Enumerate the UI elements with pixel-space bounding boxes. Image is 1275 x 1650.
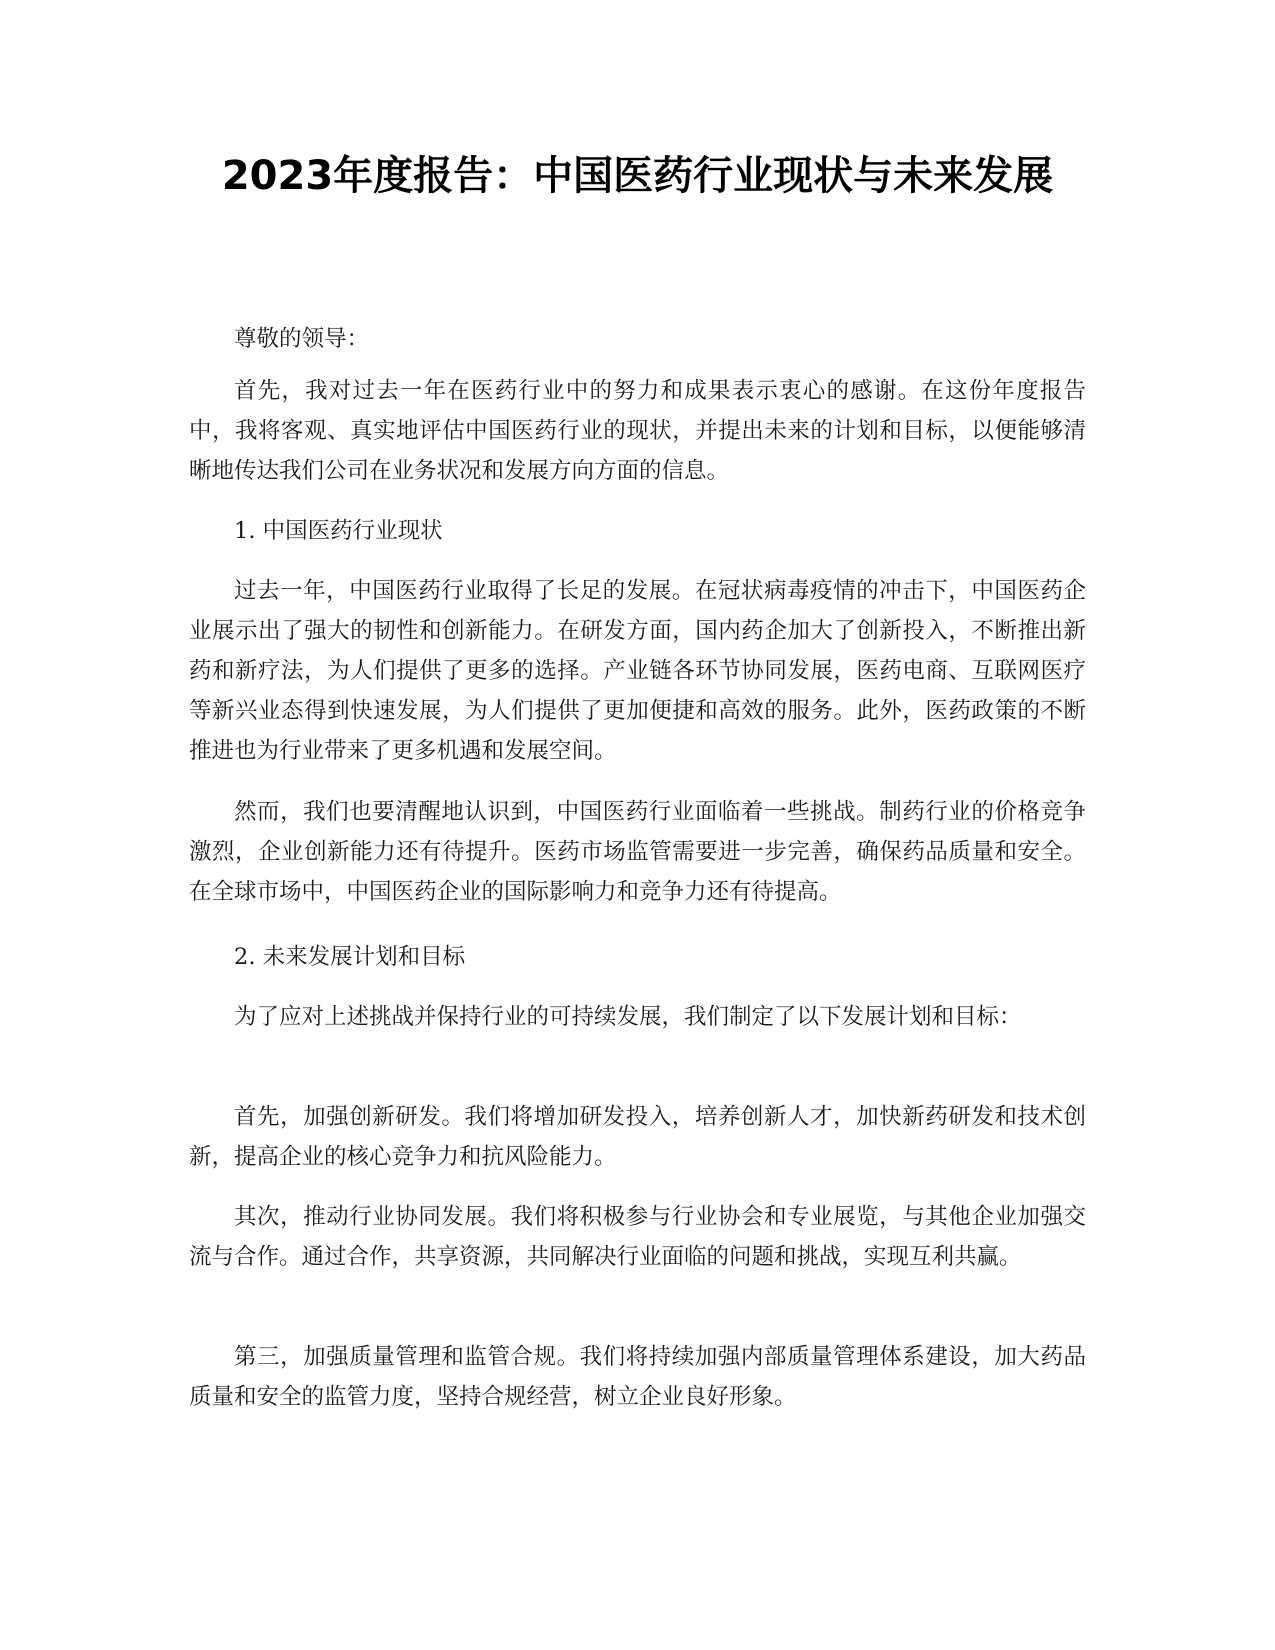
salutation: 尊敬的领导： (234, 326, 370, 352)
industry-status-paragraph: 过去一年，中国医药行业取得了长足的发展。在冠状病毒疫情的冲击下，中国医药企业展示出了强大的韧性和创新能力。在研发方面，国内药企加大了创新投入，不断推出新药和新疗法，为人们提供了更多的选择。产业链各环节协同发展，医药电商、互联网医疗等新兴业态得到快速发展，为人们提供了更加便捷和高效的服务。此外，医药政策的不断推进也为行业带来了更多机遇和发展空间。 (189, 578, 1086, 764)
intro-paragraph: 首先，我对过去一年在医药行业中的努力和成果表示衷心的感谢。在这份年度报告中，我将客观、真实地评估中国医药行业的现状，并提出未来的计划和目标，以便能够清晰地传达我们公司在业务状况和发展方向方面的信息。 (189, 378, 1086, 484)
plan-intro-paragraph: 为了应对上述挑战并保持行业的可持续发展，我们制定了以下发展计划和目标： (234, 1004, 1022, 1030)
industry-challenges-paragraph: 然而，我们也要清醒地认识到，中国医药行业面临着一些挑战。制药行业的价格竞争激烈，企业创新能力还有待提升。医药市场监管需要进一步完善，确保药品质量和安全。在全球市场中，中国医药企业的国际影响力和竞争力还有待提高。 (189, 799, 1086, 905)
plan-quality-paragraph: 第三，加强质量管理和监管合规。我们将持续加强内部质量管理体系建设，加大药品质量和安全的监管力度，坚持合规经营，树立企业良好形象。 (189, 1344, 1086, 1410)
document-title: 2023年度报告：中国医药行业现状与未来发展 (221, 153, 1054, 199)
section-heading-future-plans: 2. 未来发展计划和目标 (234, 944, 466, 970)
plan-collaboration-paragraph: 其次，推动行业协同发展。我们将积极参与行业协会和专业展览，与其他企业加强交流与合作。通过合作，共享资源，共同解决行业面临的问题和挑战，实现互利共赢。 (189, 1204, 1086, 1270)
section-heading-industry-status: 1. 中国医药行业现状 (234, 518, 443, 544)
plan-innovation-paragraph: 首先，加强创新研发。我们将增加研发投入，培养创新人才，加快新药研发和技术创新，提高企业的核心竞争力和抗风险能力。 (189, 1104, 1086, 1170)
